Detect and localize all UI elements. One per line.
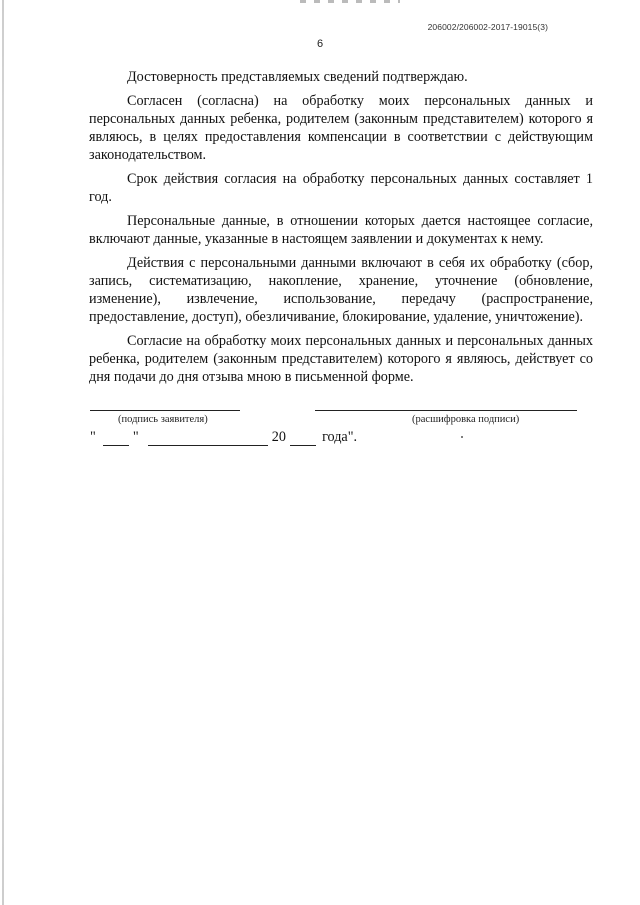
scan-edge-shadow — [2, 0, 4, 905]
paragraph-processing-actions: Действия с персональными данными включают в себя их обработку (сбор, запись, систематизацию, накопление, хранение, уточнение (обновление, изменение), извлечение, использование, передачу (распространение, предоставление, доступ), обезличивание, блокирование, удаление, уничтожение). — [89, 255, 593, 325]
paragraph-consent: Согласен (согласна) на обработку моих персональных данных и персональных данных ребенка, родителем (законным представителем) которого я являюсь, в целях предоставления компенсации в соответствии с действующим законодательством. — [89, 93, 593, 163]
signature-line — [90, 410, 240, 411]
date-line — [90, 428, 357, 448]
signature-decoding-caption: (расшифровка подписи) — [412, 414, 520, 425]
paragraph-data-scope: Персональные данные, в отношении которых дается настоящее согласие, включают данные, указанные в настоящем заявлении и документах к нему. — [89, 213, 593, 247]
date-close-quote: " — [132, 429, 139, 445]
paragraph-confirmation: Достоверность представляемых сведений подтверждаю. — [127, 69, 468, 85]
document-id: 206002/206002-2017-19015(3) — [427, 22, 548, 32]
consent-text — [89, 68, 593, 392]
day-blank — [103, 430, 129, 446]
scan-top-artifact — [300, 0, 400, 3]
year-prefix: 20 — [271, 429, 286, 445]
paragraph-validity: Согласие на обработку моих персональных данных и персональных данных ребенка, родителем (законным представителем) которого я являюсь, действует со дня подачи до дня отзыва мною в письменной форме. — [89, 333, 593, 385]
date-suffix: года". — [322, 429, 358, 445]
scan-speck — [461, 436, 463, 438]
signature-caption: (подпись заявителя) — [118, 414, 208, 425]
year-blank — [290, 430, 316, 446]
page-number: 6 — [316, 38, 324, 50]
paragraph-term: Срок действия согласия на обработку персональных данных составляет 1 год. — [89, 171, 593, 205]
month-blank — [148, 430, 268, 446]
date-open-quote: " — [90, 429, 96, 445]
signature-decoding-line — [315, 410, 577, 411]
